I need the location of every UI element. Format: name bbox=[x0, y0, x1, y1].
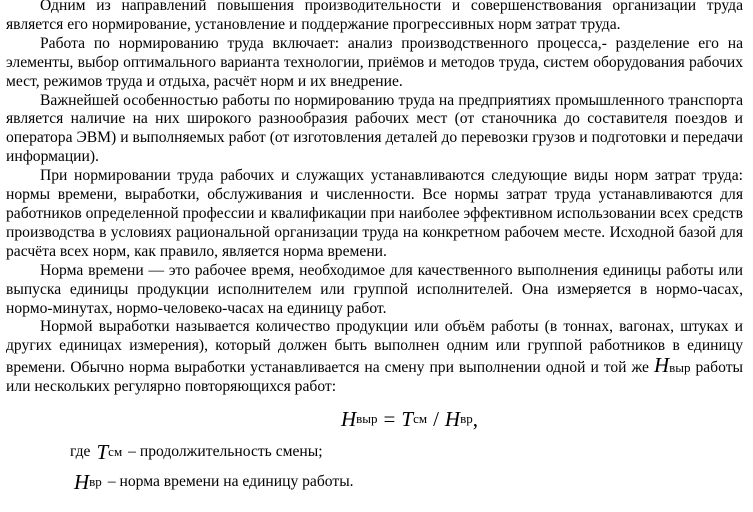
paragraph-2: Работа по нормированию труда включает: анализ производственного процесса,- разделение его на элементы, выбор оптимального варианта технологии, приёмов и методов труда, систем оборудования рабочих мест, режимов труда и отдыха, расчёт норм и их внедрение. bbox=[6, 34, 743, 90]
paragraph-1: Одним из направлений повышения производительности и совершенствования организации труда является его нормирование, установление и поддержание прогрессивных норм затрат труда. bbox=[6, 0, 743, 33]
definition-time-norm bbox=[6, 467, 743, 497]
formula-h-sub: вр bbox=[460, 410, 473, 426]
paragraph-4: При нормировании труда рабочих и служащих устанавливаются следующие виды норм затрат труда: нормы времени, выработки, обслуживания и численности. Все нормы затрат труда устанавливаются для работников определенной профессии и квалификации при наиболее эффективном использовании всех средств производства в условиях рациональной организации труда на конкретном рабочем месте. Исходной базой для расчёта всех норм, как правило, является норма времени. bbox=[6, 167, 743, 260]
formula-equals: = bbox=[383, 406, 396, 431]
paragraph-6-text: Нормой выработки называется количество продукции или объём работы (в тоннах, вагонах, штуках и других единицах измерения), который должен быть выполнен одним или группой работников в единицу времени. Обычно норма выработки устанавливается на смену при выполнении одной и той же bbox=[6, 318, 743, 377]
paragraph-6 bbox=[6, 318, 743, 397]
formula-end: , bbox=[472, 406, 478, 431]
formula-t-sub: см bbox=[413, 410, 428, 426]
definition-symbol-h: Н bbox=[74, 469, 90, 494]
definition-symbol-h-sub: вр bbox=[89, 473, 102, 489]
paragraph-5: Норма времени — это рабочее время, необходимое для качественного выполнения единицы работы или выпуска единицы продукции исполнителем или группой исполнителей. Она измеряется в нормо-часах, нормо-минутах, нормо-человеко-часах на единицу работ. bbox=[6, 261, 743, 317]
formula-h: Н bbox=[444, 406, 461, 431]
formula-lhs: Н bbox=[341, 406, 357, 431]
definition-symbol-t-sub: см bbox=[108, 443, 123, 459]
definition-shift-duration bbox=[6, 437, 743, 467]
definition-text-shift: – продолжительность смены; bbox=[128, 442, 323, 460]
definition-text-time-norm: – норма времени на единицу работы. bbox=[107, 472, 354, 490]
formula-t: Т bbox=[401, 406, 414, 431]
inline-symbol-sub: выр bbox=[669, 360, 691, 376]
inline-symbol-h: Н bbox=[653, 353, 670, 378]
formula-lhs-sub: выр bbox=[356, 410, 378, 426]
definition-symbol-t: Т bbox=[96, 439, 109, 464]
formula-output-rate bbox=[6, 401, 743, 437]
definition-prefix: где bbox=[70, 442, 91, 460]
paragraph-6-tail: работы или нескольких регулярно повторяющихся работ: bbox=[6, 359, 743, 396]
formula-divide: / bbox=[433, 406, 439, 431]
paragraph-3: Важнейшей особенностью работы по нормированию труда на предприятиях промышленного транспорта является наличие на них широкого разнообразия рабочих мест (от станочника до составителя поездов и оператора ЭВМ) и выполняемых работ (от изготовления деталей до перевозки грузов и подготовки и передачи информации). bbox=[6, 91, 743, 166]
